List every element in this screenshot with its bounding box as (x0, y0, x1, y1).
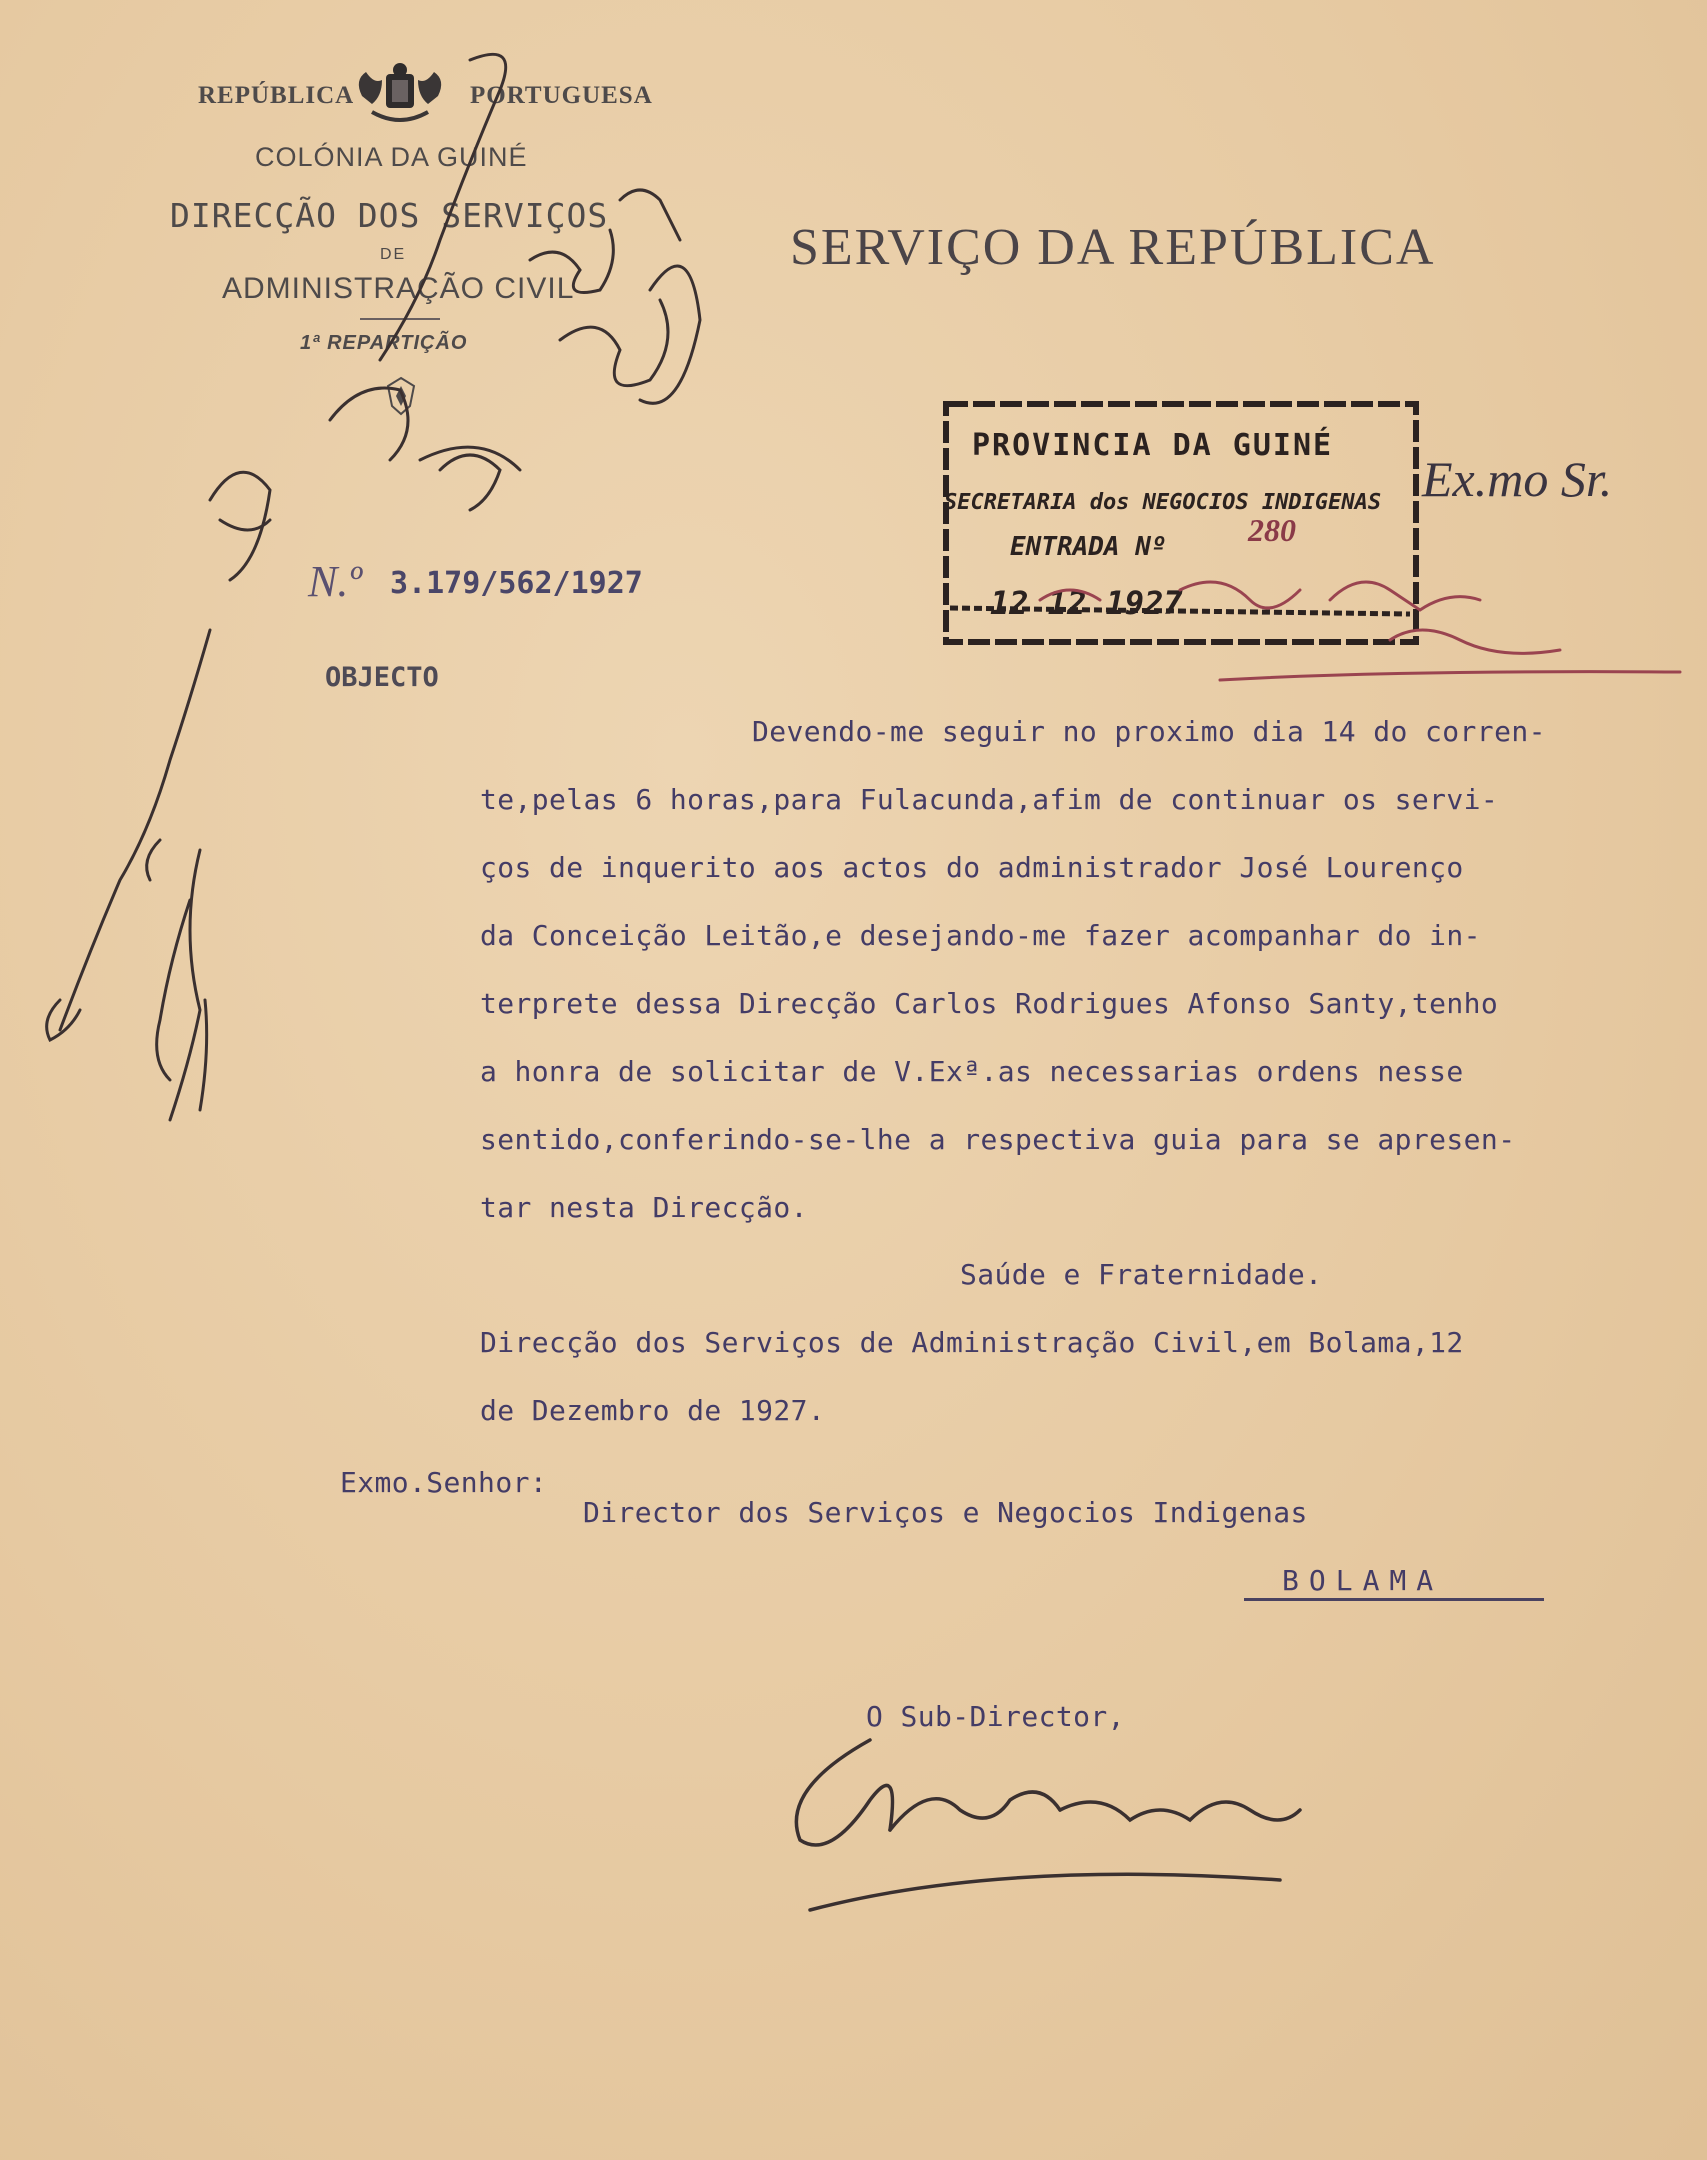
letterhead-de: DE (380, 246, 407, 263)
stamp-entry-number: 280 (1248, 512, 1296, 548)
closing-place-line: Direcção dos Serviços de Administração Civil,em Bolama,12 (480, 1326, 1464, 1359)
stamp-line-entrada: ENTRADA Nº (1010, 532, 1167, 562)
stamp-line-provincia: PROVINCIA DA GUINÉ (972, 428, 1334, 463)
document-number: 3.179/562/1927 (390, 566, 643, 601)
signature-title: O Sub-Director, (866, 1700, 1125, 1733)
body-line: da Conceição Leitão,e desejando-me fazer acompanhar do in- (480, 919, 1481, 952)
body-line: te,pelas 6 horas,para Fulacunda,afim de continuar os servi- (480, 783, 1499, 816)
body-line: terprete dessa Direcção Carlos Rodrigues Afonso Santy,tenho (480, 987, 1499, 1020)
letterhead-colonia: COLÓNIA DA GUINÉ (255, 142, 528, 172)
coat-of-arms-icon (352, 60, 448, 132)
letterhead-direccao: DIRECÇÃO DOS SERVIÇOS (170, 196, 609, 235)
letterhead-republica-left: REPÚBLICA (198, 82, 355, 109)
body-line: tar nesta Direcção. (480, 1191, 808, 1224)
small-emblem-icon (384, 376, 418, 416)
salutation: Ex.mo Sr. (1422, 451, 1613, 507)
letterhead-reparticao: 1ª REPARTIÇÃO (300, 332, 468, 354)
page-title: SERVIÇO DA REPÚBLICA (790, 219, 1436, 276)
address-recipient: Director dos Serviços e Negocios Indigenas (583, 1496, 1308, 1529)
city-underline (1244, 1598, 1544, 1601)
letterhead-republica-right: PORTUGUESA (470, 82, 653, 109)
address-city: BOLAMA (1282, 1564, 1444, 1597)
address-salutation: Exmo.Senhor: (340, 1466, 548, 1499)
body-line: a honra de solicitar de V.Exª.as necessarias ordens nesse (480, 1055, 1464, 1088)
body-line: sentido,conferindo-se-lhe a respectiva guia para se apresen- (480, 1123, 1516, 1156)
body-line: Devendo-me seguir no proximo dia 14 do corren- (752, 715, 1546, 748)
body-line: ços de inquerito aos actos do administrador José Lourenço (480, 851, 1464, 884)
stamp-line-date: 12 12 1927 (990, 584, 1183, 622)
closing-saude: Saúde e Fraternidade. (960, 1258, 1323, 1291)
stamp-line-secretaria: SECRETARIA dos NEGOCIOS INDIGENAS (944, 490, 1382, 515)
letterhead-admin-civil: ADMINISTRAÇÃO CIVIL (222, 272, 575, 305)
closing-date-line: de Dezembro de 1927. (480, 1394, 826, 1427)
letterhead-rule (360, 318, 440, 320)
document-number-prefix: N.º (308, 557, 362, 606)
objecto-label: OBJECTO (325, 662, 439, 693)
